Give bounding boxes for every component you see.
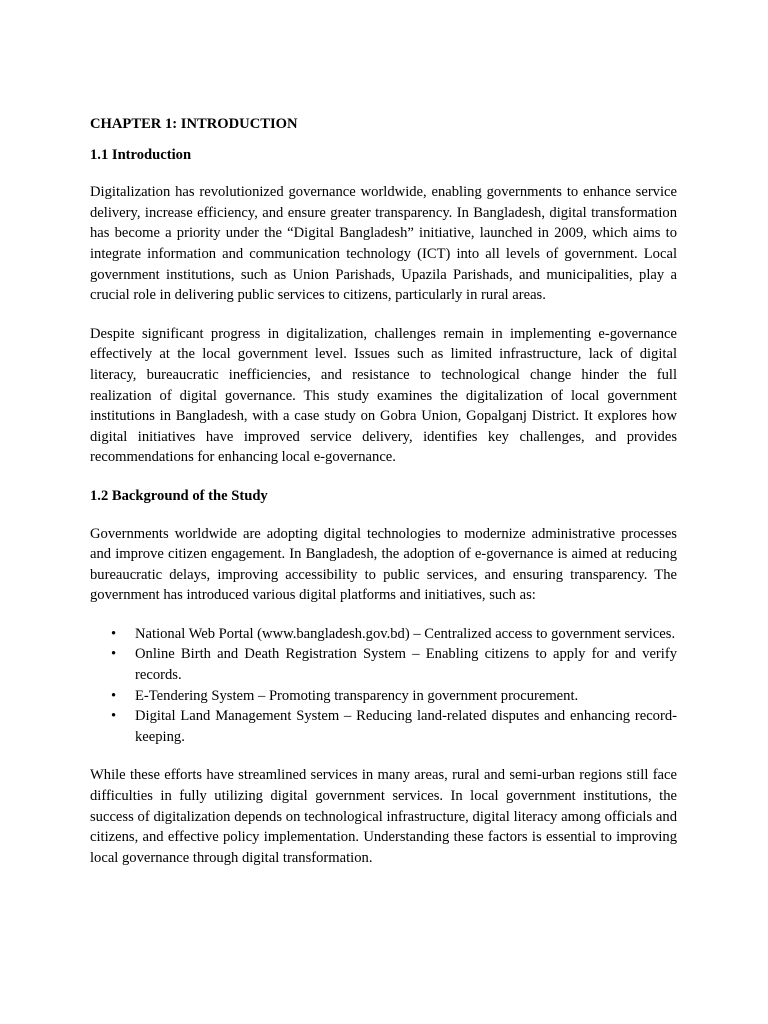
introduction-paragraph-1: Digitalization has revolutionized governance worldwide, enabling governments to enhance service delivery, increase efficiency, and ensure greater transparency. In Bangladesh, digital transformation has become a priority under the “Digital Bangladesh” initiative, launched in 2009, which aims to integrate information and communication technology (ICT) into all levels of government. Local government institutions, such as Union Parishads, Upazila Parishads, and municipalities, play a crucial role in delivering public services to citizens, particularly in rural areas. (90, 184, 677, 304)
list-item (90, 644, 677, 685)
section-heading-background: 1.2 Background of the Study (90, 487, 268, 504)
list-item-text: National Web Portal (www.bangladesh.gov.bd) – Centralized access to government services. (135, 625, 676, 642)
list-item (90, 706, 677, 747)
document-page (90, 114, 677, 886)
list-item-text: E-Tendering System – Promoting transparency in government procurement. (135, 687, 579, 704)
list-item (90, 686, 677, 707)
list-item-text: Online Birth and Death Registration System – Enabling citizens to apply for and verify records. (135, 646, 677, 684)
background-closing-paragraph: While these efforts have streamlined services in many areas, rural and semi-urban regions still face difficulties in fully utilizing digital government services. In local government institutions, the success of digitalization depends on technological infrastructure, digital literacy among officials and citizens, and effective policy implementation. Understanding these factors is essential to improving local governance through digital transformation. (90, 767, 677, 866)
bullet-icon: • (111, 687, 117, 704)
list-item (90, 624, 677, 645)
introduction-paragraph-2: Despite significant progress in digitalization, challenges remain in implementing e-governance effectively at the local government level. Issues such as limited infrastructure, lack of digital literacy, bureaucratic inefficiencies, and resistance to technological change hinder the full realization of digital governance. This study examines the digitalization of local government institutions in Bangladesh, with a case study on Gobra Union, Gopalganj District. It explores how digital initiatives have improved service delivery, identifies key challenges, and provides recommendations for enhancing local e-governance. (90, 325, 677, 466)
background-intro-paragraph: Governments worldwide are adopting digital technologies to modernize administrative processes and improve citizen engagement. In Bangladesh, the adoption of e-governance is aimed at reducing bureaucratic delays, improving accessibility to public services, and ensuring transparency. The government has introduced various digital platforms and initiatives, such as: (90, 525, 677, 604)
section-heading-introduction: 1.1 Introduction (90, 146, 192, 163)
bullet-icon: • (111, 625, 117, 642)
bullet-icon: • (111, 708, 117, 725)
bullet-list (90, 624, 677, 748)
list-item-text: Digital Land Management System – Reducing land-related disputes and enhancing record-keeping. (135, 708, 677, 745)
chapter-title: CHAPTER 1: INTRODUCTION (90, 116, 298, 132)
bullet-icon: • (111, 646, 117, 663)
